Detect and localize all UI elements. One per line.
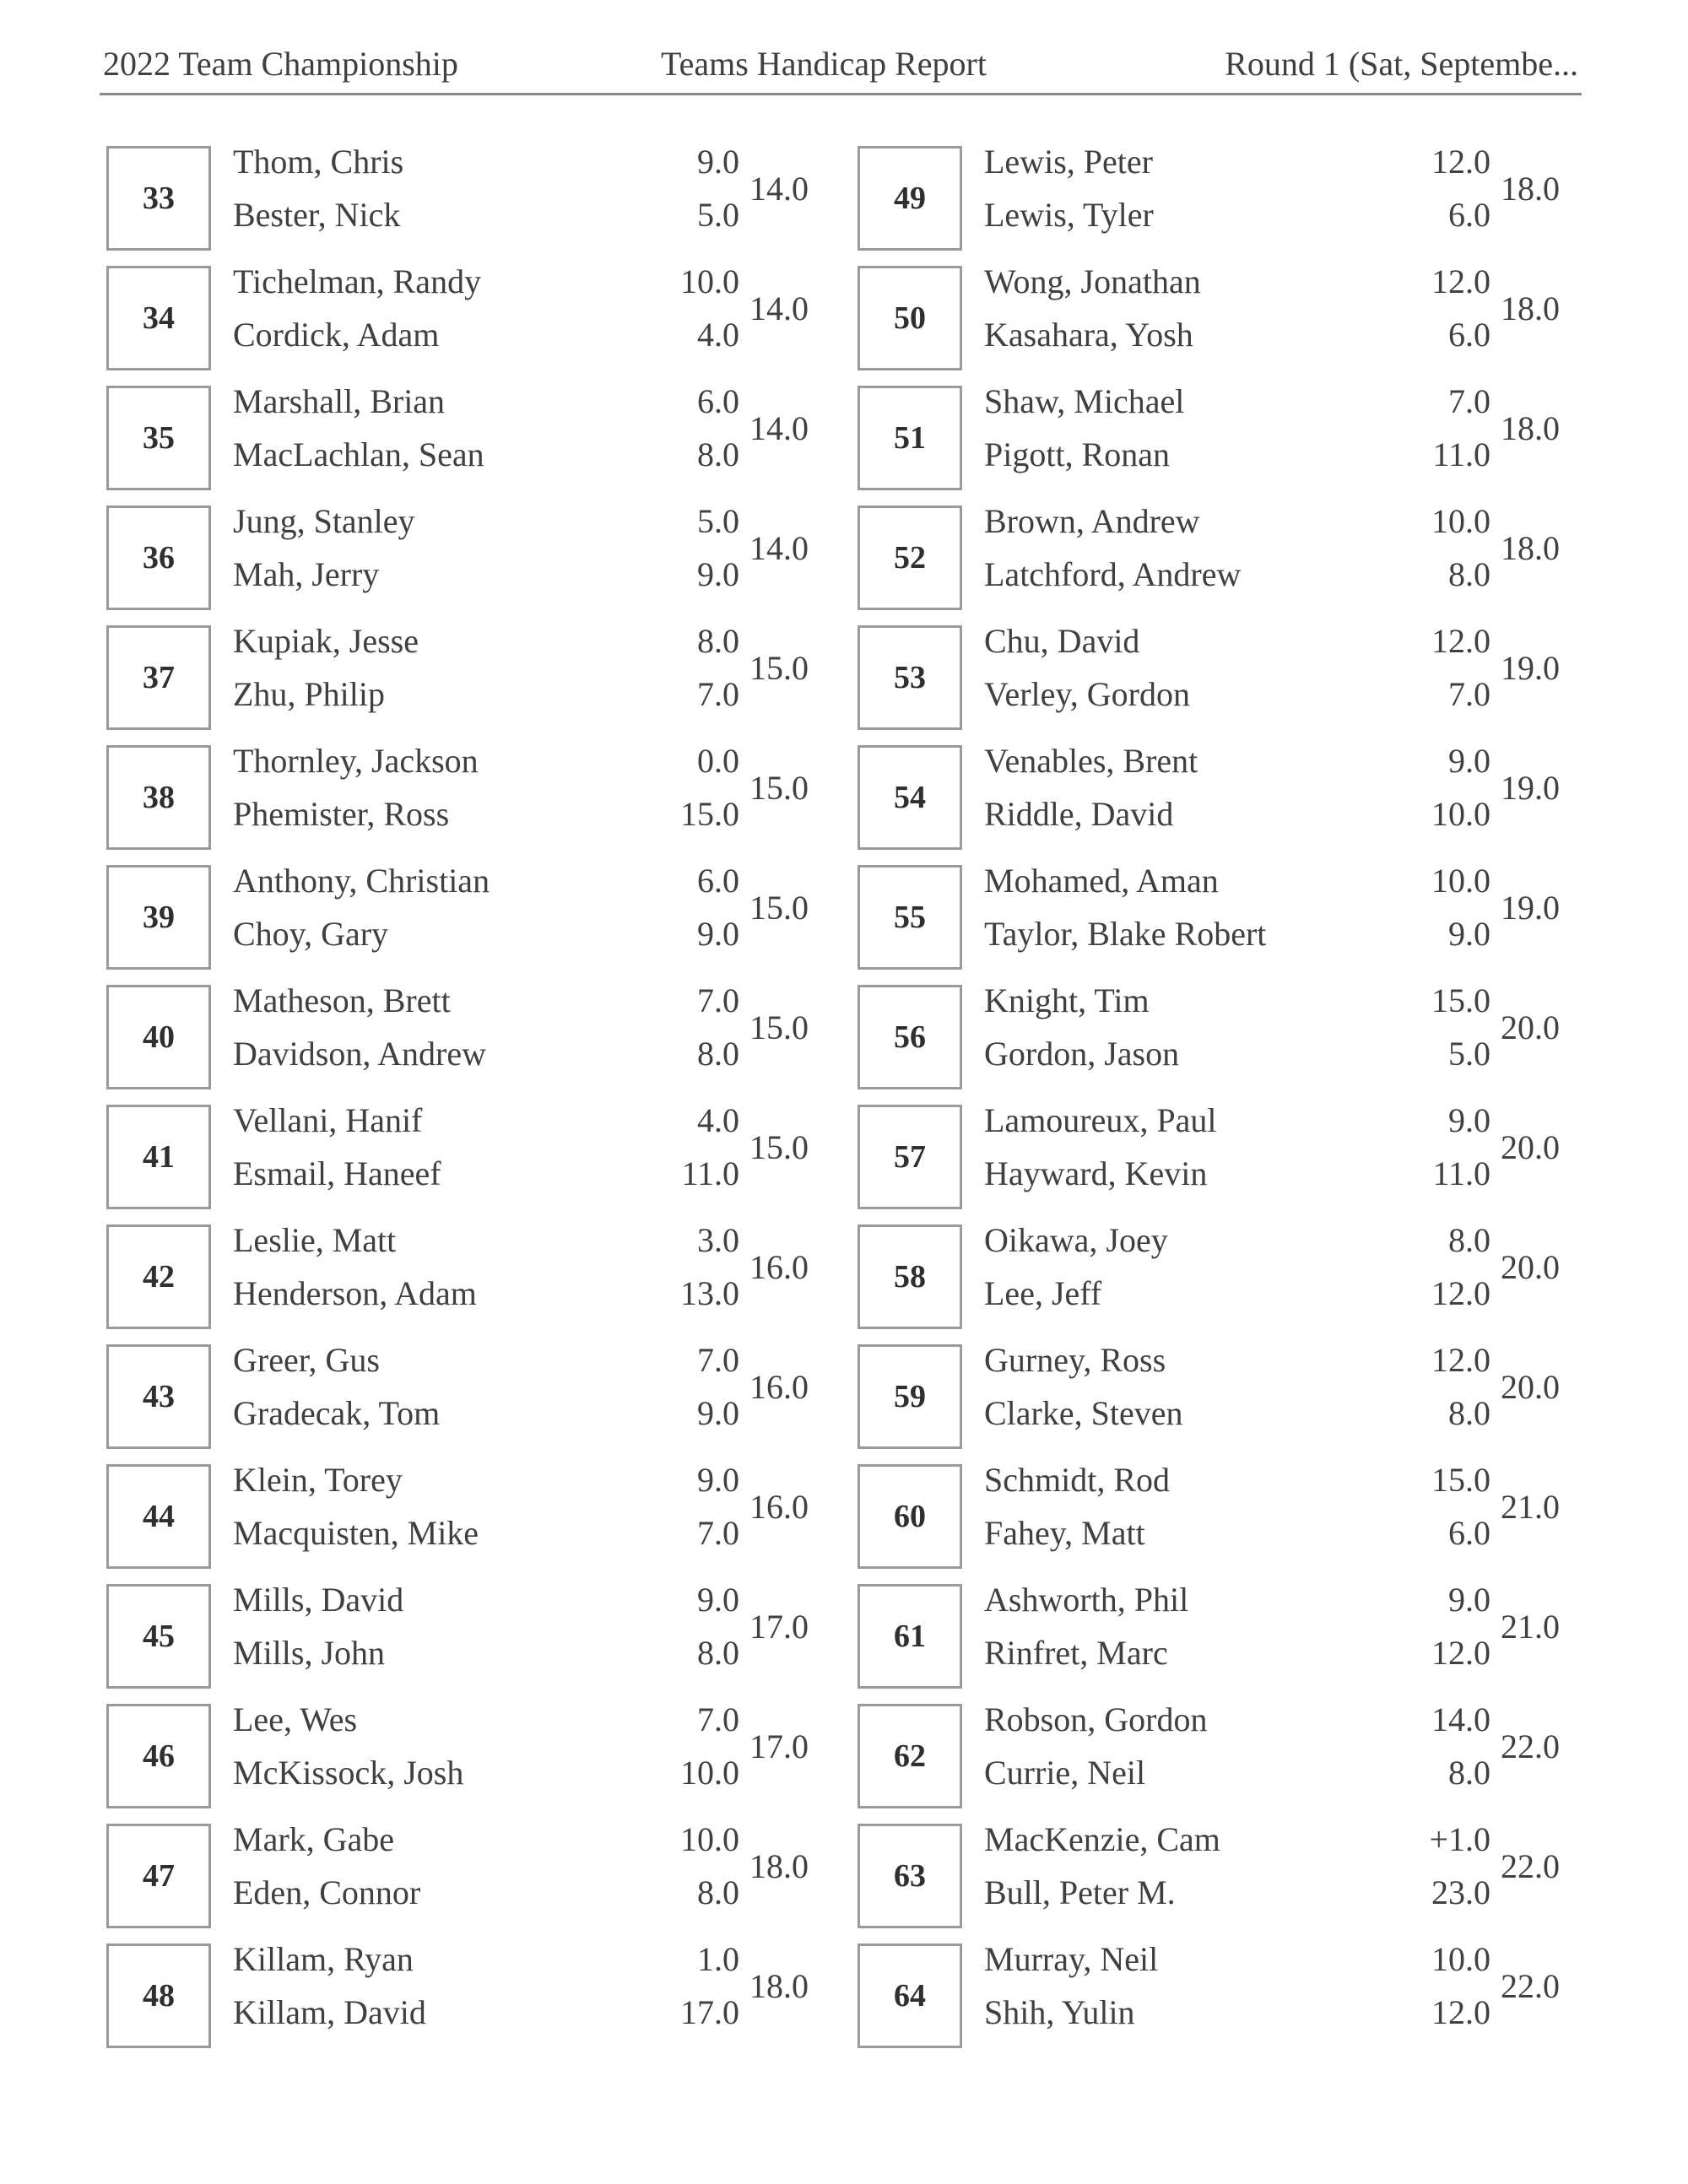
team-handicap-total: 19.0 bbox=[1501, 649, 1560, 687]
player-2-name: Killam, David bbox=[233, 1993, 426, 2031]
player-1-name: Schmidt, Rod bbox=[984, 1461, 1171, 1499]
player-1-name: Marshall, Brian bbox=[233, 382, 446, 420]
player-2-handicap: 11.0 bbox=[1432, 435, 1491, 473]
player-2-handicap: 23.0 bbox=[1431, 1873, 1491, 1911]
player-1-name: Knight, Tim bbox=[984, 981, 1150, 1019]
player-1-handicap: 12.0 bbox=[1431, 1341, 1491, 1379]
team-row bbox=[858, 143, 1583, 266]
player-1-name: Lamoureux, Paul bbox=[984, 1101, 1217, 1139]
player-1-name: Lee, Wes bbox=[233, 1700, 358, 1738]
player-1-handicap: 10.0 bbox=[1431, 502, 1491, 540]
player-2-handicap: 8.0 bbox=[1448, 1394, 1491, 1432]
player-1-handicap: 6.0 bbox=[697, 382, 739, 420]
team-handicap-total: 18.0 bbox=[1501, 409, 1560, 447]
team-row bbox=[106, 1341, 832, 1464]
player-2-name: Gordon, Jason bbox=[984, 1035, 1180, 1073]
report-title: Teams Handicap Report bbox=[661, 45, 987, 83]
team-number-box: 35 bbox=[106, 386, 211, 490]
team-number-box: 56 bbox=[858, 985, 962, 1089]
player-1-name: Robson, Gordon bbox=[984, 1700, 1208, 1738]
team-number-box: 41 bbox=[106, 1105, 211, 1209]
team-handicap-total: 15.0 bbox=[749, 1008, 809, 1046]
player-2-handicap: 8.0 bbox=[697, 435, 739, 473]
team-handicap-total: 22.0 bbox=[1501, 1847, 1560, 1885]
team-number-box: 44 bbox=[106, 1464, 211, 1569]
player-2-handicap: 5.0 bbox=[1448, 1035, 1491, 1073]
player-2-handicap: 11.0 bbox=[1432, 1154, 1491, 1192]
player-2-name: Hayward, Kevin bbox=[984, 1154, 1208, 1192]
team-number-box: 40 bbox=[106, 985, 211, 1089]
right-team-column bbox=[858, 143, 1583, 2063]
player-2-name: Lewis, Tyler bbox=[984, 196, 1154, 234]
team-number-box: 50 bbox=[858, 266, 962, 370]
player-1-name: Oikawa, Joey bbox=[984, 1221, 1168, 1259]
player-2-name: Henderson, Adam bbox=[233, 1274, 477, 1312]
player-1-name: Mills, David bbox=[233, 1581, 404, 1619]
team-handicap-total: 22.0 bbox=[1501, 1967, 1560, 2005]
player-2-name: Eden, Connor bbox=[233, 1873, 421, 1911]
team-number-box: 37 bbox=[106, 625, 211, 730]
team-handicap-total: 20.0 bbox=[1501, 1008, 1560, 1046]
team-handicap-total: 19.0 bbox=[1501, 769, 1560, 807]
player-1-name: Mohamed, Aman bbox=[984, 862, 1219, 900]
player-1-handicap: 9.0 bbox=[697, 1581, 739, 1619]
player-1-handicap: 6.0 bbox=[697, 862, 739, 900]
player-1-handicap: 10.0 bbox=[1431, 1940, 1491, 1978]
team-row bbox=[858, 742, 1583, 865]
team-handicap-total: 20.0 bbox=[1501, 1248, 1560, 1286]
player-1-handicap: 9.0 bbox=[697, 143, 739, 181]
team-handicap-total: 16.0 bbox=[749, 1248, 809, 1286]
player-2-handicap: 5.0 bbox=[697, 196, 739, 234]
team-handicap-total: 20.0 bbox=[1501, 1368, 1560, 1406]
team-row bbox=[106, 1940, 832, 2063]
player-1-name: Anthony, Christian bbox=[233, 862, 490, 900]
player-2-name: Esmail, Haneef bbox=[233, 1154, 441, 1192]
player-2-name: Gradecak, Tom bbox=[233, 1394, 441, 1432]
team-number-box: 39 bbox=[106, 865, 211, 970]
team-handicap-total: 18.0 bbox=[749, 1967, 809, 2005]
player-1-handicap: 7.0 bbox=[697, 1700, 739, 1738]
player-2-name: Phemister, Ross bbox=[233, 795, 450, 833]
team-row bbox=[106, 622, 832, 745]
team-handicap-total: 22.0 bbox=[1501, 1727, 1560, 1765]
player-1-name: Greer, Gus bbox=[233, 1341, 380, 1379]
player-1-handicap: 9.0 bbox=[697, 1461, 739, 1499]
player-1-handicap: 9.0 bbox=[1448, 1581, 1491, 1619]
left-team-column bbox=[106, 143, 832, 2063]
player-1-name: Vellani, Hanif bbox=[233, 1101, 423, 1139]
player-1-handicap: 12.0 bbox=[1431, 622, 1491, 660]
player-2-handicap: 7.0 bbox=[697, 1514, 739, 1552]
team-handicap-total: 21.0 bbox=[1501, 1608, 1560, 1646]
team-number-box: 55 bbox=[858, 865, 962, 970]
player-1-name: Matheson, Brett bbox=[233, 981, 451, 1019]
player-2-handicap: 9.0 bbox=[697, 555, 739, 593]
team-row bbox=[858, 622, 1583, 745]
team-number-box: 33 bbox=[106, 146, 211, 251]
player-2-handicap: 7.0 bbox=[1448, 675, 1491, 713]
player-1-handicap: 9.0 bbox=[1448, 1101, 1491, 1139]
team-row bbox=[106, 1221, 832, 1344]
player-2-name: Bull, Peter M. bbox=[984, 1873, 1176, 1911]
team-row bbox=[106, 1461, 832, 1584]
player-2-name: Clarke, Steven bbox=[984, 1394, 1183, 1432]
team-number-box: 36 bbox=[106, 505, 211, 610]
player-1-handicap: 0.0 bbox=[697, 742, 739, 780]
player-2-handicap: 6.0 bbox=[1448, 316, 1491, 354]
team-row bbox=[106, 262, 832, 386]
player-2-handicap: 8.0 bbox=[697, 1873, 739, 1911]
player-2-name: Riddle, David bbox=[984, 795, 1174, 833]
team-number-box: 38 bbox=[106, 745, 211, 850]
player-2-name: Davidson, Andrew bbox=[233, 1035, 486, 1073]
player-2-name: Choy, Gary bbox=[233, 915, 389, 953]
player-2-handicap: 15.0 bbox=[680, 795, 739, 833]
team-number-box: 43 bbox=[106, 1344, 211, 1449]
player-1-name: Mark, Gabe bbox=[233, 1820, 395, 1858]
team-number-box: 54 bbox=[858, 745, 962, 850]
player-1-handicap: 15.0 bbox=[1431, 1461, 1491, 1499]
player-2-name: Rinfret, Marc bbox=[984, 1634, 1168, 1672]
team-row bbox=[858, 1581, 1583, 1704]
player-2-name: Latchford, Andrew bbox=[984, 555, 1242, 593]
team-row bbox=[106, 1820, 832, 1943]
team-number-box: 60 bbox=[858, 1464, 962, 1569]
player-2-handicap: 9.0 bbox=[1448, 915, 1491, 953]
player-1-name: Klein, Torey bbox=[233, 1461, 403, 1499]
team-number-box: 63 bbox=[858, 1824, 962, 1928]
team-handicap-total: 18.0 bbox=[1501, 529, 1560, 567]
player-1-handicap: 1.0 bbox=[697, 1940, 739, 1978]
player-1-name: Jung, Stanley bbox=[233, 502, 415, 540]
player-2-handicap: 13.0 bbox=[680, 1274, 739, 1312]
player-2-handicap: 10.0 bbox=[1431, 795, 1491, 833]
team-row bbox=[858, 1221, 1583, 1344]
player-2-name: McKissock, Josh bbox=[233, 1754, 464, 1792]
team-number-box: 52 bbox=[858, 505, 962, 610]
team-row bbox=[858, 382, 1583, 505]
player-1-name: Lewis, Peter bbox=[984, 143, 1153, 181]
team-row bbox=[106, 1581, 832, 1704]
team-row bbox=[858, 1700, 1583, 1824]
team-handicap-total: 16.0 bbox=[749, 1488, 809, 1526]
player-2-name: Shih, Yulin bbox=[984, 1993, 1135, 2031]
team-handicap-total: 14.0 bbox=[749, 289, 809, 327]
team-handicap-total: 16.0 bbox=[749, 1368, 809, 1406]
player-1-handicap: 12.0 bbox=[1431, 143, 1491, 181]
player-1-name: MacKenzie, Cam bbox=[984, 1820, 1220, 1858]
player-1-name: Brown, Andrew bbox=[984, 502, 1200, 540]
player-1-name: Ashworth, Phil bbox=[984, 1581, 1189, 1619]
team-handicap-total: 15.0 bbox=[749, 649, 809, 687]
team-handicap-total: 20.0 bbox=[1501, 1128, 1560, 1166]
team-row bbox=[858, 1461, 1583, 1584]
player-2-name: Kasahara, Yosh bbox=[984, 316, 1193, 354]
player-1-name: Leslie, Matt bbox=[233, 1221, 397, 1259]
team-handicap-total: 18.0 bbox=[1501, 170, 1560, 208]
player-1-handicap: 10.0 bbox=[680, 1820, 739, 1858]
player-2-handicap: 17.0 bbox=[680, 1993, 739, 2031]
player-1-handicap: 14.0 bbox=[1431, 1700, 1491, 1738]
team-number-box: 53 bbox=[858, 625, 962, 730]
player-2-name: Pigott, Ronan bbox=[984, 435, 1171, 473]
team-row bbox=[858, 262, 1583, 386]
team-row bbox=[858, 1101, 1583, 1224]
team-number-box: 42 bbox=[106, 1224, 211, 1329]
player-2-handicap: 12.0 bbox=[1431, 1634, 1491, 1672]
team-row bbox=[106, 742, 832, 865]
player-1-name: Shaw, Michael bbox=[984, 382, 1185, 420]
player-1-name: Thom, Chris bbox=[233, 143, 404, 181]
player-2-name: Macquisten, Mike bbox=[233, 1514, 479, 1552]
player-1-handicap: 7.0 bbox=[1448, 382, 1491, 420]
player-2-handicap: 7.0 bbox=[697, 675, 739, 713]
player-2-handicap: 11.0 bbox=[681, 1154, 739, 1192]
team-row bbox=[858, 502, 1583, 625]
player-1-name: Thornley, Jackson bbox=[233, 742, 479, 780]
player-1-handicap: 12.0 bbox=[1431, 262, 1491, 300]
player-1-name: Venables, Brent bbox=[984, 742, 1198, 780]
header-divider bbox=[100, 93, 1582, 95]
team-handicap-total: 14.0 bbox=[749, 409, 809, 447]
player-2-handicap: 8.0 bbox=[1448, 1754, 1491, 1792]
player-2-handicap: 8.0 bbox=[697, 1634, 739, 1672]
team-number-box: 62 bbox=[858, 1704, 962, 1808]
team-row bbox=[106, 1700, 832, 1824]
team-row bbox=[106, 862, 832, 985]
team-handicap-total: 15.0 bbox=[749, 769, 809, 807]
player-2-handicap: 12.0 bbox=[1431, 1274, 1491, 1312]
player-1-name: Murray, Neil bbox=[984, 1940, 1159, 1978]
player-2-name: Bester, Nick bbox=[233, 196, 401, 234]
team-handicap-total: 17.0 bbox=[749, 1727, 809, 1765]
team-row bbox=[106, 502, 832, 625]
player-2-name: Mills, John bbox=[233, 1634, 386, 1672]
team-handicap-total: 19.0 bbox=[1501, 889, 1560, 927]
player-2-name: Zhu, Philip bbox=[233, 675, 386, 713]
team-handicap-total: 14.0 bbox=[749, 170, 809, 208]
team-handicap-total: 18.0 bbox=[749, 1847, 809, 1885]
team-handicap-total: 14.0 bbox=[749, 529, 809, 567]
player-1-handicap: 8.0 bbox=[697, 622, 739, 660]
round-label: Round 1 (Sat, Septembe... bbox=[1225, 45, 1578, 83]
player-2-name: Lee, Jeff bbox=[984, 1274, 1102, 1312]
player-2-name: Fahey, Matt bbox=[984, 1514, 1145, 1552]
team-handicap-total: 15.0 bbox=[749, 1128, 809, 1166]
player-1-handicap: +1.0 bbox=[1429, 1820, 1491, 1858]
team-number-box: 59 bbox=[858, 1344, 962, 1449]
championship-title: 2022 Team Championship bbox=[103, 45, 458, 83]
player-2-handicap: 12.0 bbox=[1431, 1993, 1491, 2031]
team-number-box: 57 bbox=[858, 1105, 962, 1209]
player-2-name: MacLachlan, Sean bbox=[233, 435, 484, 473]
team-number-box: 64 bbox=[858, 1943, 962, 2048]
player-1-handicap: 15.0 bbox=[1431, 981, 1491, 1019]
team-handicap-total: 17.0 bbox=[749, 1608, 809, 1646]
team-number-box: 61 bbox=[858, 1584, 962, 1689]
player-1-handicap: 3.0 bbox=[697, 1221, 739, 1259]
team-number-box: 46 bbox=[106, 1704, 211, 1808]
player-2-handicap: 8.0 bbox=[1448, 555, 1491, 593]
team-row bbox=[858, 1940, 1583, 2063]
team-number-box: 51 bbox=[858, 386, 962, 490]
team-row bbox=[106, 981, 832, 1105]
player-2-handicap: 6.0 bbox=[1448, 1514, 1491, 1552]
player-2-name: Cordick, Adam bbox=[233, 316, 440, 354]
team-number-box: 45 bbox=[106, 1584, 211, 1689]
team-row bbox=[858, 1341, 1583, 1464]
player-2-handicap: 9.0 bbox=[697, 1394, 739, 1432]
player-1-name: Tichelman, Randy bbox=[233, 262, 482, 300]
team-row bbox=[858, 862, 1583, 985]
player-2-name: Currie, Neil bbox=[984, 1754, 1146, 1792]
team-handicap-total: 18.0 bbox=[1501, 289, 1560, 327]
player-1-handicap: 10.0 bbox=[1431, 862, 1491, 900]
player-2-handicap: 8.0 bbox=[697, 1035, 739, 1073]
team-number-box: 49 bbox=[858, 146, 962, 251]
team-number-box: 47 bbox=[106, 1824, 211, 1928]
player-1-name: Killam, Ryan bbox=[233, 1940, 414, 1978]
player-1-handicap: 4.0 bbox=[697, 1101, 739, 1139]
player-2-handicap: 10.0 bbox=[680, 1754, 739, 1792]
team-number-box: 58 bbox=[858, 1224, 962, 1329]
team-row bbox=[858, 1820, 1583, 1943]
player-1-name: Gurney, Ross bbox=[984, 1341, 1166, 1379]
player-2-handicap: 4.0 bbox=[697, 316, 739, 354]
player-1-handicap: 7.0 bbox=[697, 981, 739, 1019]
player-1-name: Chu, David bbox=[984, 622, 1140, 660]
player-1-name: Kupiak, Jesse bbox=[233, 622, 419, 660]
player-1-handicap: 5.0 bbox=[697, 502, 739, 540]
team-row bbox=[106, 1101, 832, 1224]
player-2-handicap: 9.0 bbox=[697, 915, 739, 953]
player-2-name: Verley, Gordon bbox=[984, 675, 1191, 713]
player-1-name: Wong, Jonathan bbox=[984, 262, 1201, 300]
team-number-box: 34 bbox=[106, 266, 211, 370]
report-header bbox=[100, 41, 1582, 88]
team-number-box: 48 bbox=[106, 1943, 211, 2048]
player-1-handicap: 10.0 bbox=[680, 262, 739, 300]
team-row bbox=[106, 143, 832, 266]
player-2-handicap: 6.0 bbox=[1448, 196, 1491, 234]
team-handicap-total: 15.0 bbox=[749, 889, 809, 927]
player-1-handicap: 7.0 bbox=[697, 1341, 739, 1379]
team-row bbox=[858, 981, 1583, 1105]
player-2-name: Mah, Jerry bbox=[233, 555, 380, 593]
team-row bbox=[106, 382, 832, 505]
player-1-handicap: 9.0 bbox=[1448, 742, 1491, 780]
player-1-handicap: 8.0 bbox=[1448, 1221, 1491, 1259]
player-2-name: Taylor, Blake Robert bbox=[984, 915, 1267, 953]
team-handicap-total: 21.0 bbox=[1501, 1488, 1560, 1526]
